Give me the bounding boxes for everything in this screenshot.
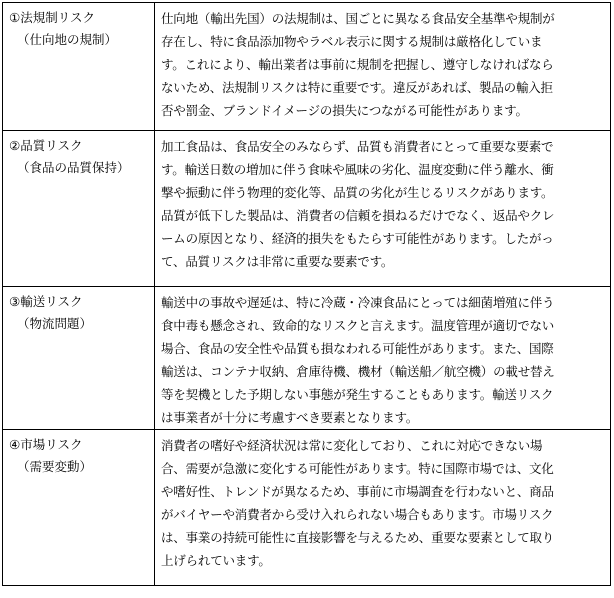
- description-line: 加工食品は、食品安全のみならず、品質も消費者にとって重要な要素で: [161, 139, 554, 154]
- description-line: は、事業の持続可能性に直接影響を与えるため、重要な要素として取り: [161, 530, 555, 545]
- description-line: 否や罰金、ブランドイメージの損失につながる可能性があります。: [161, 103, 528, 118]
- risk-category-cell: [3, 131, 155, 287]
- description-line: がバイヤーや消費者から受け入れられない場合もあります。市場リスク: [161, 507, 554, 522]
- description-line: 輸送中の事故や遅延は、特に冷蔵・冷凍食品にとっては細菌増殖に伴う: [161, 295, 555, 310]
- risk-description-cell: [155, 131, 611, 287]
- risk-row-transport: [3, 287, 611, 430]
- description-line: ないため、法規制リスクは特に重要です。違反があれば、製品の輸入拒: [161, 80, 553, 95]
- risk-title: ①法規制リスク: [9, 10, 95, 25]
- description-line: 品質が低下した製品は、消費者の信頼を損ねるだけでなく、返品やクレ: [161, 208, 555, 223]
- risk-subtitle: （需要変動）: [17, 459, 93, 474]
- description-line: 食中毒も懸念され、致命的なリスクと言えます。温度管理が適切でない: [161, 318, 555, 333]
- description-line: や嗜好性、トレンドが異なるため、事前に市場調査を行わないと、商品: [161, 484, 554, 499]
- description-line: 上げられています。: [161, 553, 271, 568]
- description-line: て、品質リスクは非常に重要な要素です。: [161, 254, 394, 269]
- risk-title: ③輸送リスク: [9, 294, 83, 309]
- risk-subtitle: （食品の品質保持）: [17, 160, 130, 175]
- risk-description-cell: [155, 3, 611, 131]
- risk-category-cell: [3, 430, 155, 586]
- risk-description-cell: [155, 287, 611, 430]
- description-line: 場合、食品の安全性や品質も損なわれる可能性があります。また、国際: [161, 341, 554, 356]
- description-line: す。これにより、輸出業者は事前に規制を把握し、遵守しなければなら: [161, 57, 554, 72]
- description-line: 合、需要が急激に変化する可能性があります。特に国際市場では、文化: [161, 461, 554, 476]
- risk-title: ④市場リスク: [9, 437, 83, 452]
- description-line: す。輸送日数の増加に伴う食味や風味の劣化、温度変動に伴う離水、衝: [161, 162, 554, 177]
- description-line: ームの原因となり、経済的損失をもたらす可能性があります。したがっ: [161, 231, 554, 246]
- risk-description-cell: [155, 430, 611, 586]
- risk-title: ②品質リスク: [9, 138, 83, 153]
- risk-category-cell: [3, 287, 155, 430]
- risk-category-cell: [3, 3, 155, 131]
- description-line: 存在し、特に食品添加物やラベル表示に関する規制は厳格化していま: [161, 34, 543, 49]
- description-line: 消費者の嗜好や経済状況は常に変化しており、これに対応できない場: [161, 438, 543, 453]
- risk-table: [2, 2, 611, 586]
- description-line: 仕向地（輸出先国）の法規制は、国ごとに異なる食品安全基準や規制が: [161, 11, 555, 26]
- risk-subtitle: （物流問題）: [17, 316, 93, 331]
- description-line: 撃や振動に伴う物理的変化等、品質の劣化が生じるリスクがあります。: [161, 185, 554, 200]
- risk-row-market: [3, 430, 611, 586]
- risk-subtitle: （仕向地の規制）: [17, 32, 118, 47]
- description-line: は事業者が十分に考慮すべき要素となります。: [161, 410, 419, 425]
- risk-row-legal: [3, 3, 611, 131]
- risk-row-quality: [3, 131, 611, 287]
- description-line: 等を契機とした予期しない事態が発生することもあります。輸送リスク: [161, 387, 554, 402]
- description-line: 輸送は、コンテナ収納、倉庫待機、機材（輸送船／航空機）の載せ替え: [161, 364, 555, 379]
